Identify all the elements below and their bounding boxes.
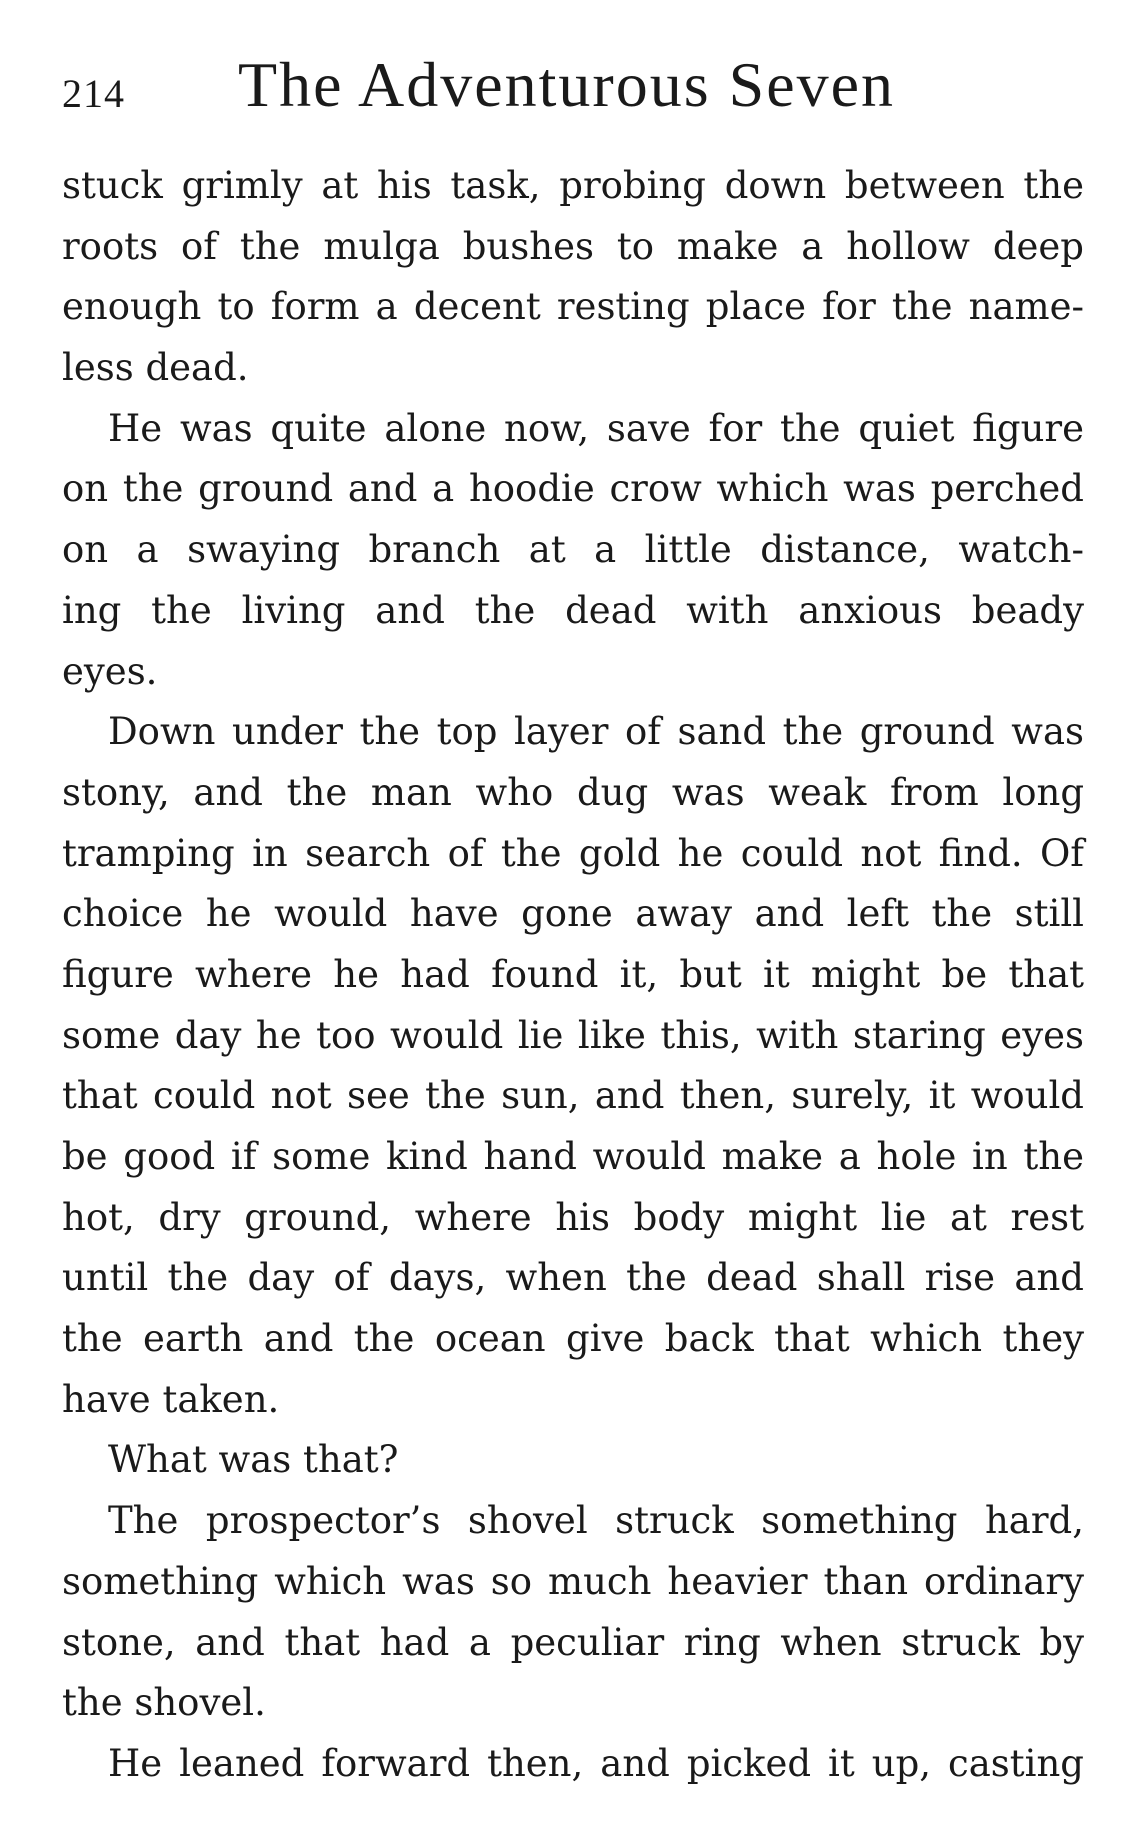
body-text: [62, 156, 1084, 1795]
text-line: something which was so much heavier than ordinary: [62, 1559, 1084, 1603]
text-line: figure where he had found it, but it might be that: [62, 952, 1084, 996]
text-line: the earth and the ocean give back that which they: [62, 1317, 1084, 1361]
text-line: the shovel.: [62, 1681, 266, 1725]
page-header: [62, 48, 1082, 128]
text-line: hot, dry ground, where his body might lie at rest: [62, 1195, 1084, 1239]
text-line: that could not see the sun, and then, surely, it would: [62, 1074, 1084, 1118]
text-line: roots of the mulga bushes to make a hollow deep: [62, 224, 1084, 268]
text-line: on the ground and a hoodie crow which was perched: [62, 467, 1084, 511]
text-line: Down under the top layer of sand the ground was: [108, 710, 1084, 754]
text-line: stuck grimly at his task, probing down between the: [62, 164, 1084, 207]
text-line: until the day of days, when the dead shall rise and: [62, 1256, 1084, 1300]
page-number: 214: [62, 71, 125, 116]
text-line: choice he would have gone away and left the still: [62, 892, 1084, 936]
text-line: some day he too would lie like this, with staring eyes: [62, 1013, 1084, 1057]
text-line: eyes.: [62, 649, 158, 693]
text-line: He was quite alone now, save for the quiet figure: [108, 406, 1084, 450]
text-line: enough to form a decent resting place for the name-: [62, 285, 1084, 329]
text-line: stone, and that had a peculiar ring when struck by: [62, 1620, 1084, 1664]
text-line: tramping in search of the gold he could not find. Of: [62, 831, 1084, 875]
text-line: What was that?: [108, 1438, 399, 1482]
text-line: have taken.: [62, 1377, 280, 1421]
text-line: ing the living and the dead with anxious beady: [62, 588, 1084, 632]
running-title: The Adventurous Seven: [238, 49, 895, 120]
text-line: He leaned forward then, and picked it up, casting: [108, 1741, 1084, 1785]
text-line: be good if some kind hand would make a hole in the: [62, 1135, 1084, 1178]
text-line: The prospector’s shovel struck something hard,: [108, 1499, 1084, 1543]
text-line: less dead.: [62, 346, 249, 390]
text-line: stony, and the man who dug was weak from long: [62, 770, 1084, 814]
text-line: on a swaying branch at a little distance, watch-: [62, 528, 1084, 572]
